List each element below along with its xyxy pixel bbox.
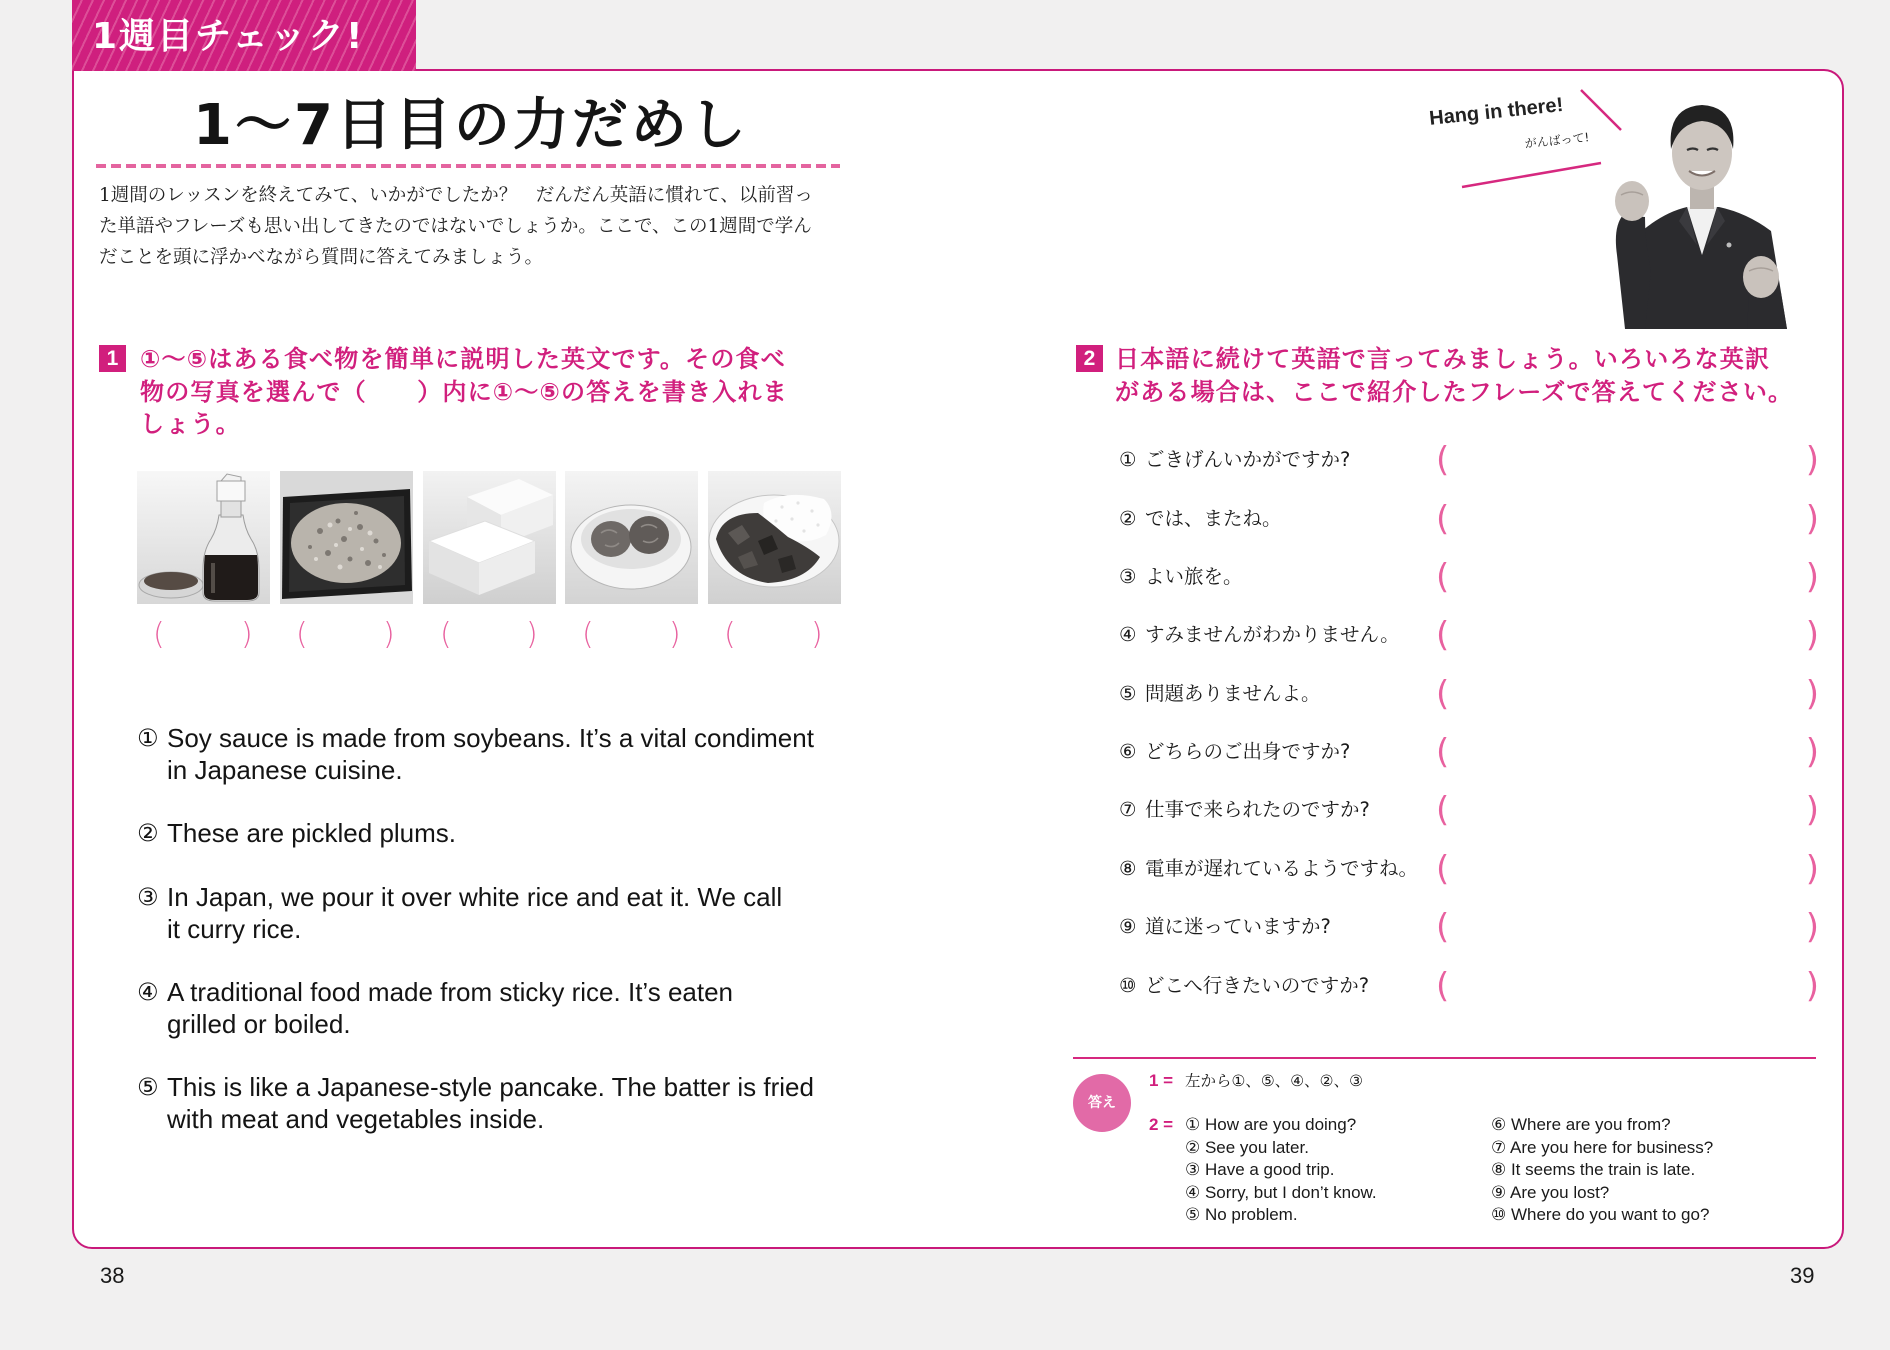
sentence-line: grilled or boiled. [167,1009,351,1039]
photo-3-blank-close: ) [526,617,538,652]
question-row [1119,732,1819,772]
section-2-number: 2 [1076,345,1103,372]
answers-divider [1073,1057,1816,1059]
sentence-line: These are pickled plums. [167,818,457,848]
umeboshi-photo [565,471,698,604]
intro-paragraph [99,180,844,273]
sentence-item [137,881,847,945]
question-text: 問題ありませんよ。 [1145,682,1321,705]
page-number-left: 38 [100,1263,125,1288]
speech-text-english: Hang in there! [1428,93,1565,130]
question-row [1119,907,1819,947]
answer-blank-open: ( [1436,499,1450,539]
sentence-number: ② [137,819,159,847]
answer-item: ⑥ Where are you from? [1491,1115,1671,1134]
photo-5-blank-open: ( [724,617,736,652]
answer-1-text: 左から①、⑤、④、②、③ [1185,1072,1363,1090]
answer-blank-close: ) [1805,615,1819,655]
question-row [1119,966,1819,1006]
section-1-instruction [140,343,852,441]
answer-item: ⑤ No problem. [1185,1205,1298,1225]
question-text: では、またね。 [1145,507,1282,530]
question-row [1119,615,1819,655]
question-number: ② [1119,507,1137,530]
answer-blank-open: ( [1436,440,1450,480]
answer-item: ① How are you doing? [1185,1115,1357,1134]
photo-4-blank-close: ) [669,617,681,652]
instruction-line: 物の写真を選んで（ ）内に①～⑤の答えを書き入れま [140,377,788,406]
sentence-number: ③ [137,883,159,911]
answer-blank-open: ( [1436,790,1450,830]
question-text: 電車が遅れているようですね。 [1145,857,1419,880]
answer-blank-open: ( [1436,557,1450,597]
question-text: どこへ行きたいのですか? [1145,974,1370,997]
question-text: ごきげんいかがですか? [1145,448,1351,471]
question-number: ⑦ [1119,798,1137,821]
answer-blank-close: ) [1805,674,1819,714]
section-2-instruction [1115,343,1827,408]
sentence-line: Soy sauce is made from soybeans. It’s a vital condiment [167,723,814,753]
intro-line: 1週間のレッスンを終えてみて、いかがでしたか？ だんだん英語に慣れて、以前習っ [99,185,813,206]
sentence-number: ⑤ [137,1073,159,1101]
answer-blank-close: ) [1805,732,1819,772]
sentence-line: it curry rice. [167,914,302,944]
question-number: ① [1119,448,1137,471]
photo-1-blank-open: ( [153,617,165,652]
sentence-item [137,976,847,1040]
answer-item: ④ Sorry, but I don’t know. [1185,1182,1377,1202]
answer-blank-open: ( [1436,615,1450,655]
title-dashed-underline [96,164,840,168]
instruction-line: ①～⑤はある食べ物を簡単に説明した英文です。その食べ [140,345,786,373]
mochi-photo [423,471,556,604]
answer-2-column-left [1185,1114,1377,1227]
answer-item: ⑧ It seems the train is late. [1491,1160,1696,1180]
answer-item: ⑨ Are you lost? [1491,1182,1610,1202]
question-text: 道に迷っていますか? [1145,915,1331,938]
answer-2-column-right [1491,1114,1713,1227]
photo-4-blank-open: ( [582,617,594,652]
answer-2-label: 2 = [1149,1115,1174,1134]
sentence-line: In Japan, we pour it over white rice and eat it. We call [167,882,783,912]
answer-blank-close: ) [1805,499,1819,539]
answer-blank-open: ( [1436,732,1450,772]
teacher-photo [1601,95,1791,329]
sentence-line: in Japanese cuisine. [167,755,403,785]
question-row [1119,790,1819,830]
question-number: ⑩ [1119,974,1137,997]
sentence-line: A traditional food made from sticky rice. It’s eaten [167,977,734,1007]
soy-sauce-photo [137,471,270,604]
instruction-line: がある場合は、ここで紹介したフレーズで答えてください。 [1115,377,1794,406]
answer-blank-close: ) [1805,790,1819,830]
sentence-item [137,1071,847,1135]
answer-blank-close: ) [1805,849,1819,889]
answer-1-label: 1 = [1149,1071,1174,1090]
question-row [1119,499,1819,539]
answer-blank-close: ) [1805,907,1819,947]
answer-blank-close: ) [1805,966,1819,1006]
question-number: ⑨ [1119,915,1137,938]
answer-blank-open: ( [1436,849,1450,889]
sentence-number: ④ [137,978,159,1006]
okonomiyaki-photo [280,471,413,604]
answer-blank-open: ( [1436,907,1450,947]
question-row [1119,849,1819,889]
instruction-line: 日本語に続けて英語で言ってみましょう。いろいろな英訳 [1115,345,1771,373]
sentence-line: with meat and vegetables inside. [167,1104,545,1134]
question-text: すみませんがわかりません。 [1145,623,1400,646]
intro-line: だことを頭に浮かべながら質問に答えてみましょう。 [99,247,544,268]
question-number: ④ [1119,623,1137,646]
question-text: 仕事で来られたのですか? [1145,798,1370,821]
speech-text-japanese: がんばって! [1524,130,1591,151]
question-text: どちらのご出身ですか? [1145,740,1351,763]
answer-blank-open: ( [1436,966,1450,1006]
page-number-right: 39 [1790,1263,1815,1288]
photo-5-blank-close: ) [811,617,823,652]
question-row [1119,440,1819,480]
photo-2-blank-close: ) [383,617,395,652]
curry-rice-photo [708,471,841,604]
question-row [1119,674,1819,714]
sentence-item [137,817,847,849]
photo-3-blank-open: ( [440,617,452,652]
answer-blank-close: ) [1805,557,1819,597]
answer-item: ⑩ Where do you want to go? [1491,1205,1710,1225]
sentence-line: This is like a Japanese-style pancake. The batter is fried [167,1072,814,1102]
answer-item: ② See you later. [1185,1137,1309,1157]
instruction-line: しょう。 [140,410,241,438]
answer-blank-close: ) [1805,440,1819,480]
photo-2-blank-open: ( [296,617,308,652]
page-title: 1～7日目の力だめし [193,93,749,158]
week-check-tab: 1週目チェック! [72,0,416,71]
intro-line: た単語やフレーズも思い出してきたのではないでしょうか。ここで、この1週間で学ん [99,216,812,237]
section-1-number: 1 [99,345,126,372]
question-number: ③ [1119,565,1137,588]
question-number: ⑤ [1119,682,1137,705]
sentence-number: ① [137,724,159,752]
answers-badge: 答え [1073,1074,1131,1132]
answer-item: ③ Have a good trip. [1185,1160,1335,1180]
question-number: ⑥ [1119,740,1137,763]
sentence-item [137,722,847,786]
question-text: よい旅を。 [1145,565,1243,588]
answer-item: ⑦ Are you here for business? [1491,1137,1714,1157]
question-row [1119,557,1819,597]
photo-1-blank-close: ) [241,617,253,652]
question-number: ⑧ [1119,857,1137,880]
answer-blank-open: ( [1436,674,1450,714]
